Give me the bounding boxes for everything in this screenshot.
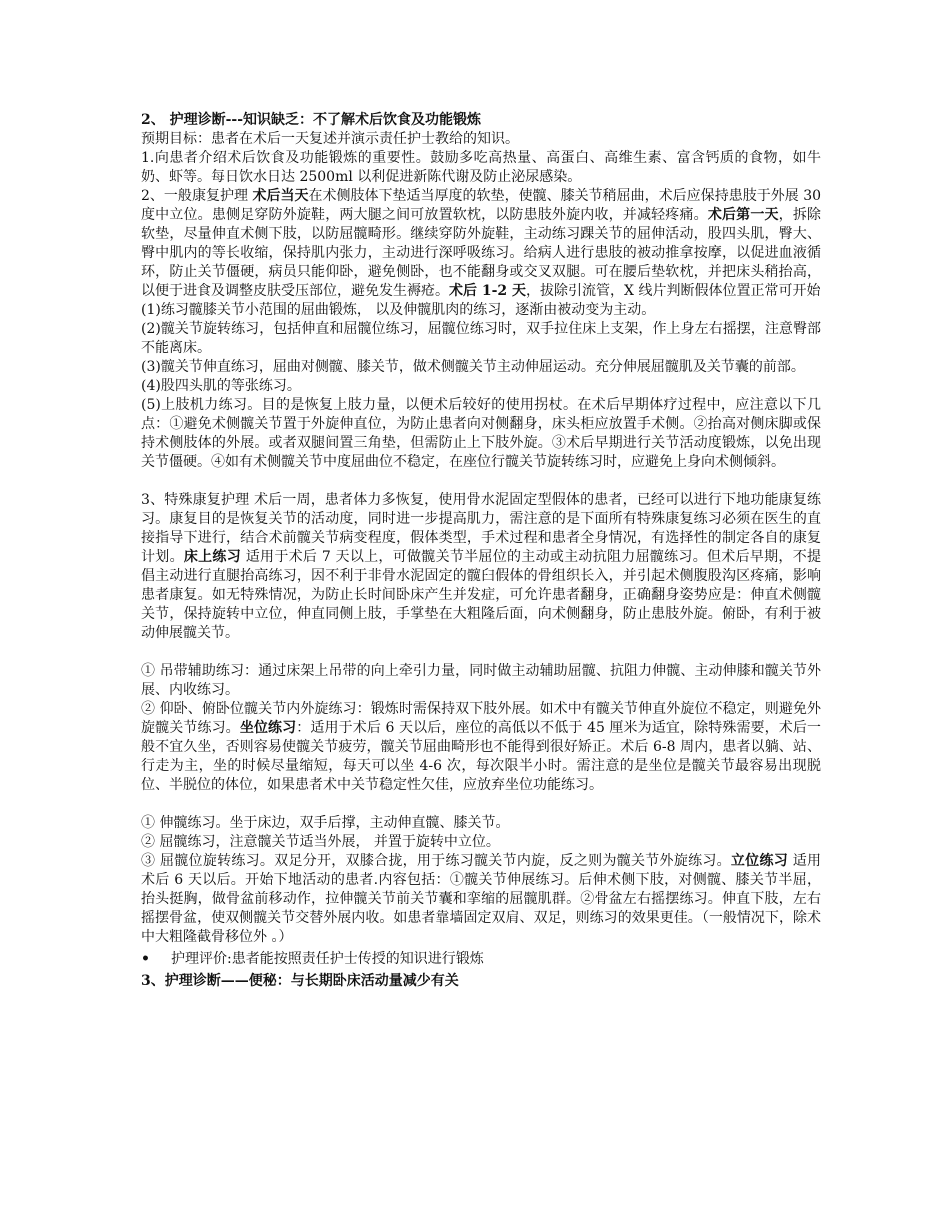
hip-extension-exercise: ① 伸髋练习。坐于床边，双手后撑，主动伸直髋、膝关节。 [141,815,510,831]
post-op-day1-text: ，拆除软垫，尽量伸直术侧下肢，以防屈髋畸形。继续穿防外旋鞋，主动练习踝关节的屈伸活动，股四头肌，臀大、臀中肌内的等长收缩，保持肌内张力，主动进行深呼吸练习。给病人进行患肢的被动推拿按摩，以促进血液循环，防止关节僵硬，病员只能仰卧，避免侧卧，也不能翻身或交叉双腿。可在腰后垫软枕，并把床头稍抬高，以便于进食及调整皮肤受压部位，避免发生褥疮。 [141,207,822,299]
exercise-step: (2)髋关节旋转练习，包括伸直和屈髋位练习，屈髋位练习时，双手拉住床上支架，作上身左右摇摆，注意臀部不能离床。 [141,321,821,356]
bed-exercise-label: 床上练习 [183,549,242,565]
document-page [141,111,821,991]
special-rehab-paragraph [141,491,821,643]
section-heading-knowledge-deficit: 2、 护理诊断---知识缺乏：不了解术后饮食及功能锻炼 [141,112,482,128]
general-rehab-paragraph [141,187,821,301]
post-op-day0-text: 在术侧肢体下垫适当厚度的软垫，使髋、膝关节稍屈曲，术后应保持患肢于外展 30 度中立位。患侧足穿防外旋鞋，两大腿之间可放置软枕，以防患肢外旋内收，并减轻疼痛。 [141,188,822,223]
spacer [141,795,821,814]
flexion-rotation-paragraph [141,852,821,947]
sitting-exercise-label: 坐位练习 [239,720,297,736]
exercise-step: (3)髋关节伸直练习，屈曲对侧髋、膝关节，做术侧髋关节主动伸屈运动。充分伸展屈髋肌及关节囊的前部。 [141,359,805,375]
exercise-step: (5)上肢机力练习。目的是恢复上肢力量，以便术后较好的使用拐杖。在术后早期体疗过程中，应注意以下几点：①避免术侧髋关节置于外旋伸直位，为防止患者向对侧翻身，床头柜应放置手术侧。②抬高对侧床脚或保持术侧肢体的外展。或者双腿间置三角垫，但需防止上下肢外旋。③术后早期进行关节活动度锻炼，以免出现关节僵硬。④如有术侧髋关节中度屈曲位不稳定，在座位行髋关节旋转练习时，应避免上身向术侧倾斜。 [141,397,821,470]
post-op-day0-label: 术后当天 [252,188,309,204]
evaluation-list-item [141,950,821,969]
post-op-day1-2-label: 术后 1-2 天 [449,283,527,299]
spacer [141,643,821,662]
sitting-exercise-text: ：适用于术后 6 天以后，座位的高低以不低于 45 厘米为适宜，除特殊需要，术后一般不宜久坐，否则容易使髋关节疲劳，髋关节屈曲畸形也不能得到很好矫正。术后 6-8 周内，患者以躺、站、行走为主，坐的时候尽量缩短，每天可以坐 4-6 次，每次限半小时。需注意的是坐位是髋关节最容易出现脱位、半脱位的体位，如果患者术中关节稳定性欠佳，应放弃坐位功能练习。 [141,720,822,793]
expected-goal: 预期目标：患者在术后一天复述并演示责任护士教给的知识。 [141,131,519,147]
nursing-evaluation: 护理评价:患者能按照责任护士传授的知识进行锻炼 [171,951,484,967]
exercise-step: (1)练习髋膝关节小范围的屈曲锻炼， 以及伸髋肌肉的练习，逐渐由被动变为主动。 [141,302,656,318]
spacer [141,472,821,491]
post-op-day1-2-text: ，拔除引流管，X 线片判断假体位置正常可开始 [526,283,821,299]
flexion-rotation-text: ③ 屈髋位旋转练习。双足分开，双膝合拢，用于练习髋关节内旋，反之则为髋关节外旋练习。 [141,853,731,869]
standing-exercise-text: 适用术后 6 天以后。开始下地活动的患者.内容包括：①髋关节伸展练习。后伸术侧下肢，对侧髋、膝关节半屈，抬头挺胸，做骨盆前移动作，拉伸髋关节前关节囊和挛缩的屈髋肌群。②骨盆左右摇摆练习。伸直下肢，左右摇摆骨盆，使双侧髋关节交替外展内收。如患者靠墙固定双肩、双足，则练习的效果更佳。（一般情况下，除术中大粗隆截骨移位外 。） [141,853,821,945]
rotation-exercise-text: ② 仰卧、俯卧位髋关节内外旋练习：锻炼时需保持双下肢外展。如术中有髋关节伸直外旋位不稳定，则避免外旋髋关节练习。 [141,701,821,736]
diet-paragraph: 1.向患者介绍术后饮食及功能锻炼的重要性。鼓励多吃高热量、高蛋白、高维生素、富含钙质的食物，如牛奶、虾等。每日饮水日达 2500ml 以利促进新陈代谢及防止泌尿感染。 [141,150,821,185]
special-rehab-text: 3、特殊康复护理 术后一周，患者体力多恢复，使用骨水泥固定型假体的患者，已经可以进行下地功能康复练习。康复目的是恢复关节的活动度，同时进一步提高肌力，需注意的是下面所有特殊康复练习必须在医生的直接指导下进行，结合术前髋关节病变程度，假体类型，手术过程和患者全身情况，有选择性的制定各自的康复计划。 [141,492,821,565]
bed-exercise-text: 适用于术后 7 天以上，可做髋关节半屈位的主动或主动抗阻力屈髋练习。但术后早期，不提倡主动进行直腿抬高练习，因不利于非骨水泥固定的髋臼假体的骨组织长入，并引起术侧腹股沟区疼痛，影响患者康复。如无特殊情况，为防止长时间卧床产生并发症，可允许患者翻身，正确翻身姿势应是：伸直术侧髋关节，保持旋转中立位，伸直同侧上肢，手掌垫在大粗隆后面，向术侧翻身，防止患肢外旋。俯卧，有利于被动伸展髋关节。 [141,549,822,641]
post-op-day1-label: 术后第一天 [707,207,779,223]
section-heading-constipation: 3、护理诊断——便秘：与长期卧床活动量减少有关 [141,973,459,989]
rotation-exercise-paragraph [141,700,821,795]
standing-exercise-label: 立位练习 [730,853,788,869]
sling-exercise: ① 吊带辅助练习：通过床架上吊带的向上牵引力量，同时做主动辅助屈髋、抗阻力伸髋、主动伸膝和髋关节外展、内收练习。 [141,663,821,698]
bullet-icon: • [141,951,150,967]
exercise-step: (4)股四头肌的等张练习。 [141,378,301,394]
general-rehab-intro: 2、一般康复护理 [141,188,253,204]
hip-flexion-exercise: ② 屈髋练习，注意髋关节适当外展， 并置于旋转中立位。 [141,834,500,850]
